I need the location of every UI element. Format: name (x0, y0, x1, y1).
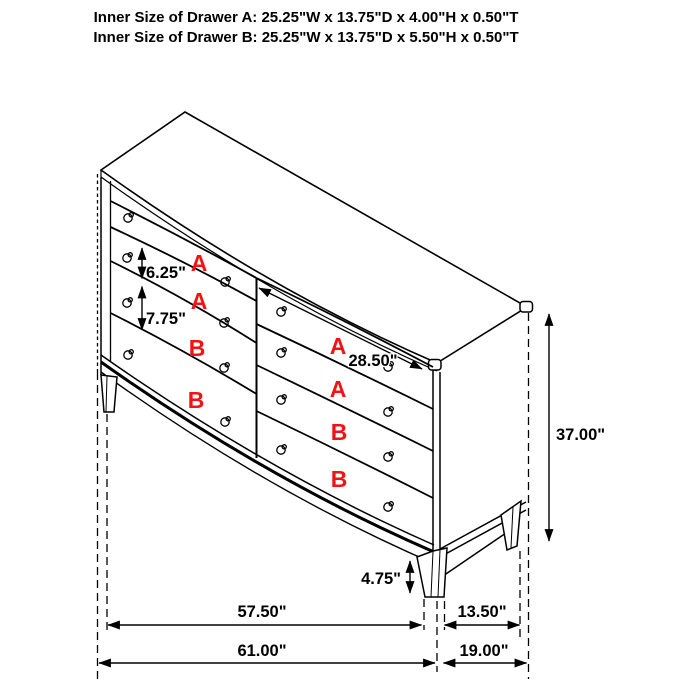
knob (277, 395, 287, 405)
drawer-label-left-1: A (190, 250, 208, 276)
dim-drawer-width: 28.50" (348, 352, 398, 370)
front-left-leg (101, 375, 117, 412)
drawer-label-right-4: B (330, 466, 348, 492)
drawer-label-right-3: B (330, 419, 348, 445)
dimension-labels (146, 264, 605, 660)
knob (123, 253, 132, 263)
drawer-label-left-3: B (188, 335, 206, 361)
dresser-top (101, 112, 527, 371)
knob (124, 350, 133, 360)
dim-drawer-b-height: 7.75" (146, 310, 186, 328)
right-side-panel (429, 302, 533, 579)
drawer-label-right-2: A (329, 376, 347, 402)
drawer-area-bottom-edge (101, 355, 434, 545)
front-face (101, 178, 447, 597)
dim-total-height: 37.00" (556, 426, 606, 444)
dim-leg-clearance: 4.75" (361, 570, 401, 588)
back-right-top-cap (520, 302, 533, 313)
knob (384, 502, 394, 512)
drawer-a-inner-size-text: Inner Size of Drawer A: 25.25"W x 13.75"D x 4.00"H x 0.50"T (93, 9, 519, 26)
knob (220, 363, 229, 373)
knob (277, 445, 287, 455)
dim-drawer-a-height: 6.25" (146, 264, 186, 282)
knob (123, 298, 132, 308)
drawer-label-left-2: A (190, 288, 208, 314)
dim-total-depth: 19.00" (459, 642, 509, 660)
dim-depth-between-legs: 13.50" (457, 603, 507, 621)
drawer-label-right-1: A (329, 333, 347, 359)
knob (221, 417, 230, 427)
knob (124, 213, 133, 223)
knob (384, 407, 394, 417)
knob (277, 348, 287, 358)
drawer-b-inner-size-text: Inner Size of Drawer B: 25.25"W x 13.75"D x 5.50"H x 0.50"T (93, 29, 519, 46)
knob (277, 307, 287, 317)
knob (384, 452, 394, 462)
dim-width-between-legs: 57.50" (237, 603, 287, 621)
drawer-label-left-4: B (187, 387, 205, 413)
dim-total-width: 61.00" (237, 642, 287, 660)
